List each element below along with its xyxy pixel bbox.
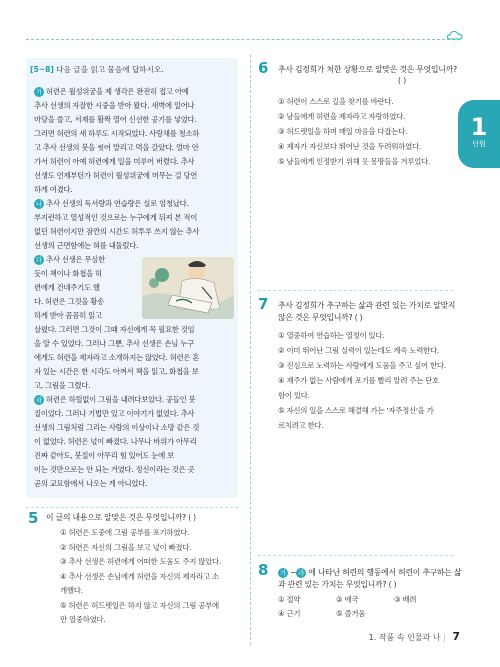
answer-option[interactable]: ④ 근기	[278, 609, 301, 618]
page-number: 7	[452, 630, 460, 643]
answer-option[interactable]: ③ 허드렛일을 하며 매일 마음을 다잡는다.	[278, 127, 408, 136]
passage-line-text: 자 있는 시간은 한 시각도 아껴서 책을 읽고, 화첩을 보	[34, 367, 199, 376]
passage-line-text: 추사 선생은 무심한	[46, 255, 105, 264]
passage-line-text: 하게 여겼다.	[34, 185, 73, 194]
passage-line-text: 질이었다. 그러나 기법만 있고 이야기가 없었다. 추사	[34, 409, 195, 418]
passage-line	[34, 296, 104, 308]
paragraph-marker-badge: 라	[35, 396, 43, 404]
unit-label: 단원	[472, 140, 486, 148]
answer-option[interactable]: ⑤ 남들에게 인정받기 위해 옷 몽땅들을 겨루었다.	[278, 157, 430, 166]
answer-blank[interactable]: ( )	[354, 313, 363, 322]
passage-line-text: 가서 허련이 아예 허련에게 일을 미루어 버렸다. 추사	[34, 157, 195, 166]
passage-line-text: 허련은 월성위궁을 제 생각은 완전히 접고 아예	[46, 87, 189, 96]
answer-option[interactable]: ② 허련은 자신의 그림을 보고 넋이 빠졌다.	[60, 542, 192, 552]
passage-line-text: 하게 받아 꼼꼼히 읽고	[34, 311, 102, 320]
answer-option[interactable]: 만 열중하였다.	[60, 615, 106, 624]
passage-line-text: 다. 허련은 그것을 황송	[34, 297, 104, 306]
answer-option[interactable]: ④ 추사 선생은 손님에게 허련을 자신의 제자라고 소	[60, 571, 219, 581]
answer-option[interactable]: ⑤ 자신의 일을 스스로 해결해 가는 '자주정신'을 가	[278, 406, 434, 415]
passage-line	[34, 282, 100, 294]
answer-option[interactable]: 함이 있다.	[278, 391, 310, 400]
marker-badge: 가	[279, 569, 287, 577]
passage-line-text: 살폈다. 그러면 그것이 그때 자신에게 꼭 필요한 것임	[34, 325, 195, 334]
passage-line	[34, 184, 72, 196]
answer-option[interactable]: 개했다.	[60, 586, 83, 595]
cloud-icon	[447, 30, 463, 40]
passage-line	[34, 254, 105, 266]
page-footer: 1. 작품 속 인물과 나 | 7	[368, 630, 460, 643]
question-5	[28, 508, 38, 527]
answer-option[interactable]: ② 남들에게 허련을 제자라고 자랑하였다.	[278, 112, 406, 121]
paragraph-marker-badge: 가	[35, 88, 43, 96]
passage-line	[34, 212, 197, 224]
scholar-painting-illustration	[142, 257, 234, 319]
answer-blank[interactable]: ( )	[388, 580, 397, 589]
header-divider	[26, 39, 460, 40]
answer-blank[interactable]: ( )	[398, 76, 407, 85]
passage-line-text: 그러면 허련의 새 하루도 시작되었다. 사랑채를 청소하	[34, 129, 200, 138]
question-6	[258, 58, 268, 77]
paragraph-marker-badge: 다	[35, 256, 43, 264]
passage-line-text: 을 알 수 있었다. 그러나 그뿐, 추사 선생은 손님 누구	[34, 339, 194, 348]
question-text: 에 나타난 허련의 행동에서 허련이 추구하는 삶	[308, 568, 462, 577]
passage-line-text: 련에게 건네주기도 했	[34, 283, 100, 292]
passage-line	[34, 380, 90, 392]
passage-line	[34, 156, 194, 168]
question-number: 8	[258, 561, 269, 579]
passage-line	[34, 352, 199, 364]
question-text: 않은 것은 무엇입니까?	[278, 313, 353, 322]
passage-line	[34, 198, 189, 210]
question-range: [5~8]	[30, 65, 54, 74]
passage-line-text: 마당을 쓸고, 서재를 활짝 열어 신선한 공기를 넣었다.	[34, 115, 197, 124]
instruction	[30, 64, 164, 75]
passage-line	[34, 450, 174, 462]
question-number: 6	[258, 59, 269, 77]
question-8-text-line1: 가 ~ 라 에 나타난 허련의 행동에서 허련이 추구하는 삶	[279, 568, 462, 577]
passage-line-text: 추사 선생의 독서량과 연습량은 실로 엄청났다.	[46, 199, 189, 208]
answer-option[interactable]: ④ 제자가 자신보다 뛰어난 것을 두려워하였다.	[278, 142, 421, 151]
passage-line	[34, 464, 194, 476]
answer-option[interactable]: ③ 배려	[394, 595, 417, 604]
passage-line	[34, 170, 197, 182]
question-divider	[258, 290, 453, 291]
passage-line	[34, 100, 194, 112]
passage-line	[34, 338, 194, 350]
chapter-title: 1. 작품 속 인물과 나	[368, 633, 441, 642]
passage-line	[34, 436, 197, 448]
passage-line-text: 없던 허련이지만 잠깐의 시간도 허투루 쓰지 않는 추사	[34, 227, 200, 236]
answer-option[interactable]: ① 열중하여 연습하는 열정이 있다.	[278, 331, 385, 340]
question-8	[258, 560, 268, 579]
passage-line	[34, 366, 199, 378]
answer-blank[interactable]: ( )	[188, 513, 196, 522]
unit-number: 1	[470, 113, 488, 141]
passage-line	[34, 478, 147, 490]
answer-option[interactable]: ② 이미 뛰어난 그림 실력이 있는데도 계속 노력한다.	[278, 346, 439, 355]
passage-line-text: 고 추사 선생의 붓을 씻어 말리고 먹을 갈았다. 얼마 안	[34, 143, 199, 152]
passage-line-text: 이 없었다. 허련은 넋이 빠졌다. 나무나 바위가 아무리	[34, 437, 197, 446]
passage-line-text: 진짜 같아도, 붓질이 아무리 힘 있어도 눈에 보	[34, 451, 174, 460]
passage-line-text: 허련은 하릴없이 그림을 내려다보았다. 공들인 붓	[46, 395, 196, 404]
passage-line	[34, 268, 102, 280]
passage-line	[34, 226, 199, 238]
passage-line	[34, 114, 197, 126]
question-divider	[258, 555, 453, 556]
instruction-text: 다음 글을 읽고 물음에 답하시오.	[56, 65, 164, 74]
question-7-text-line1: 추사 김정희가 추구하는 삶과 관련 있는 가치로 알맞지	[278, 301, 456, 310]
marker-badge: 라	[298, 569, 305, 577]
question-5-text	[46, 512, 196, 523]
answer-option[interactable]: 르치려고 한다.	[278, 421, 324, 430]
paragraph-marker-badge: 나	[35, 200, 43, 208]
unit-tab	[458, 100, 500, 168]
answer-option[interactable]: ④ 재주가 없는 사람에게 포기를 빨리 알려 주는 단호	[278, 376, 439, 385]
passage-line-text: 선생의 그림처럼 그리는 사람의 이상이나 소망 같은 것	[34, 423, 200, 432]
question-6-text: 추사 김정희가 처한 상황으로 알맞은 것은 무엇입니까?	[278, 65, 457, 74]
question-number: 7	[258, 295, 269, 313]
passage-line-text: 선생의 근면함에는 혀를 내둘렀다.	[34, 241, 139, 250]
passage-line-text: 듯이 책이나 화첩을 허	[34, 269, 102, 278]
passage-line	[34, 324, 194, 336]
column-divider	[250, 55, 251, 645]
answer-option[interactable]: ⑤ 허련은 허드렛일은 하지 않고 자신의 그림 공부에	[60, 600, 219, 610]
passage-line-text: 이는 것만으로는 안 되는 거였다. 정신이라는 것은 곳	[34, 465, 195, 474]
passage-line-text: 고, 그림을 그렸다.	[34, 381, 91, 390]
passage-line	[34, 86, 189, 98]
answer-option[interactable]: ③ 추사 선생은 허련에게 어떠한 도움도 주지 않았다.	[60, 557, 221, 566]
passage-line-text: 곧의 교묘함에서 나오는 게 아니었다.	[34, 479, 148, 488]
passage-line-text: 에게도 허련을 제자라고 소개하지는 않았다. 허련은 혼	[34, 353, 200, 362]
passage-line-text: 선생도 언제부턴가 허련이 월성위궁에 머무는 걸 당연	[34, 171, 198, 180]
question-8-text-line2	[278, 579, 396, 590]
passage-line	[34, 128, 199, 140]
passage-line	[34, 310, 102, 322]
answer-option[interactable]: ① 허련이 스스로 길을 찾기를 바란다.	[278, 97, 394, 106]
passage-line	[34, 240, 138, 252]
passage-line	[34, 394, 195, 406]
answer-option[interactable]: ① 허련은 도중에 그림 공부를 포기하였다.	[60, 528, 190, 537]
question-divider	[26, 507, 238, 508]
passage-line	[34, 408, 194, 420]
passage-line	[34, 422, 199, 434]
passage-line-text: 부지런하고 열성적인 것으로는 누구에게 뒤져 본 적이	[34, 213, 198, 222]
question-7-text-line2	[278, 312, 362, 323]
passage-line-text: 추사 선생의 자잘한 시중을 받아 왔다. 새벽에 일어나	[34, 101, 195, 110]
question-text: 이 글의 내용으로 알맞은 것은 무엇입니까?	[46, 513, 186, 522]
passage-line	[34, 142, 199, 154]
question-text: 과 관련 있는 가치는 무엇입니까?	[278, 580, 387, 589]
question-7	[258, 294, 268, 313]
answer-option[interactable]: ② 애국	[336, 595, 359, 604]
answer-option[interactable]: ⑤ 즐거움	[336, 609, 366, 618]
question-number: 5	[28, 509, 39, 527]
answer-option[interactable]: ① 절약	[278, 595, 301, 604]
answer-option[interactable]: ③ 진심으로 노력하는 사람에게 도움을 주고 싶어 한다.	[278, 361, 446, 370]
